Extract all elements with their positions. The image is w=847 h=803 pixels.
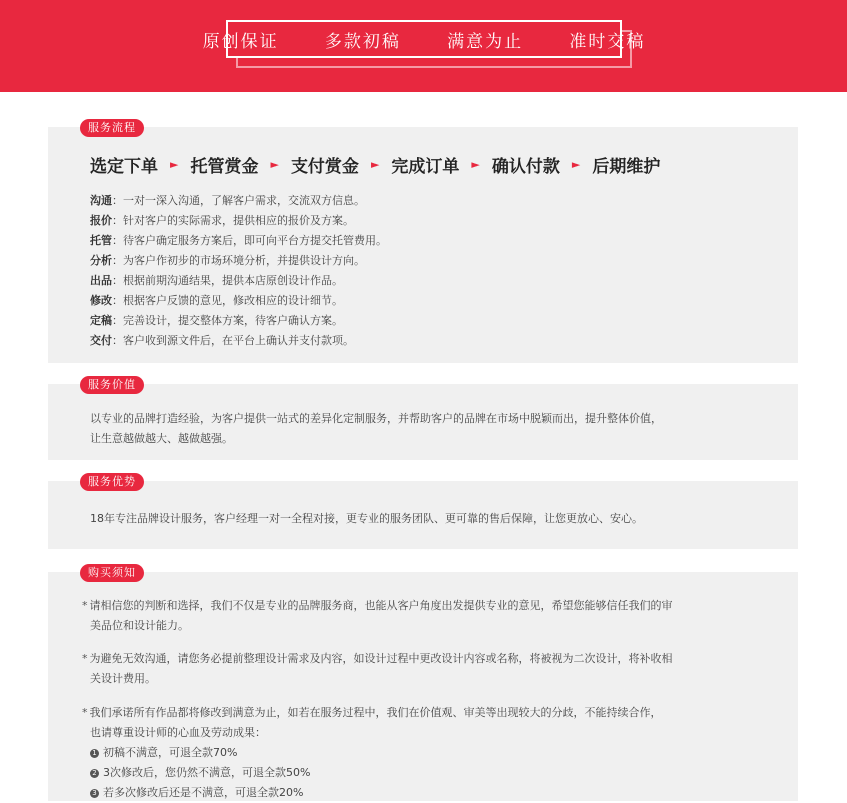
arrow-icon: ► xyxy=(370,158,380,171)
process-detail-list xyxy=(90,191,387,351)
list-item: 报价：针对客户的实际需求，提供相应的报价及方案。 xyxy=(90,214,354,227)
step-escrow-reward: 托管赏金 xyxy=(190,157,259,177)
process-steps xyxy=(90,152,660,177)
header-banner xyxy=(0,0,847,92)
number-badge-icon: 1 xyxy=(90,749,99,758)
list-item: 交付：客户收到源文件后，在平台上确认并支付款项。 xyxy=(90,334,354,347)
number-badge-icon: 3 xyxy=(90,789,99,798)
service-process-tag: 服务流程 xyxy=(80,119,144,137)
refund-item: 2 3次修改后，您仍然不满意，可退全款50% xyxy=(82,763,772,783)
service-value-text: 以专业的品牌打造经验，为客户提供一站式的差异化定制服务，并帮助客户的品牌在市场中脱颖而出，提升整体价值， 让生意越做越大、越做越强。 xyxy=(90,412,662,445)
service-process-panel xyxy=(48,121,798,363)
notice-item: * 请相信您的判断和选择，我们不仅是专业的品牌服务商，也能从客户角度出发提供专业的意见，希望您能够信任我们的审 美品位和设计能力。 xyxy=(82,599,673,632)
banner-frame xyxy=(202,20,646,58)
step-pay-reward: 支付赏金 xyxy=(290,157,359,177)
service-advantage-tag: 服务优势 xyxy=(80,473,144,491)
list-item: 沟通：一对一深入沟通，了解客户需求，交流双方信息。 xyxy=(90,194,365,207)
notice-item: * 为避免无效沟通，请您务必提前整理设计需求及内容，如设计过程中更改设计内容或名称，将被视为二次设计，将补收相 关设计费用。 xyxy=(82,652,673,685)
step-maintenance: 后期维护 xyxy=(592,157,661,177)
service-advantage-panel xyxy=(48,475,798,549)
step-complete-order: 完成订单 xyxy=(391,157,460,177)
arrow-icon: ► xyxy=(571,158,581,171)
purchase-notice-panel xyxy=(48,566,798,801)
star-icon: * xyxy=(82,652,88,665)
arrow-icon: ► xyxy=(170,158,179,171)
notice-item: * 我们承诺所有作品都将修改到满意为止，如若在服务过程中，我们在价值观、审美等出现较大的分歧，不能持续合作， 也请尊重设计师的心血及劳动成果： 1 初稿不满意，可退全款70% 2 3次修改后，您仍然不满意，可退全款50% 3 若多次修改后还是不满意，可退全款20% xyxy=(82,703,772,803)
list-item: 分析：为客户作初步的市场环境分析，并提供设计方向。 xyxy=(90,254,365,267)
list-item: 修改：根据客户反馈的意见，修改相应的设计细节。 xyxy=(90,294,343,307)
list-item: 定稿：完善设计，提交整体方案，待客户确认方案。 xyxy=(90,314,343,327)
refund-item: 1 初稿不满意，可退全款70% xyxy=(82,743,772,763)
arrow-icon: ► xyxy=(471,158,480,171)
service-value-tag: 服务价值 xyxy=(80,376,144,394)
step-select-order: 选定下单 xyxy=(90,157,158,177)
banner-slogan: 原创保证 多款初稿 满意为止 准时交稿 xyxy=(202,31,646,52)
number-badge-icon: 2 xyxy=(90,769,99,778)
list-item: 托管：待客户确定服务方案后，即可向平台方提交托管费用。 xyxy=(90,234,387,247)
service-advantage-text: 18年专注品牌设计服务，客户经理一对一全程对接，更专业的服务团队、更可靠的售后保障，让您更放心、安心。 xyxy=(90,512,643,525)
arrow-icon: ► xyxy=(270,158,279,171)
refund-item: 3 若多次修改后还是不满意，可退全款20% xyxy=(82,783,772,803)
star-icon: * xyxy=(82,706,88,719)
list-item: 出品：根据前期沟通结果，提供本店原创设计作品。 xyxy=(90,274,343,287)
star-icon: * xyxy=(82,599,88,612)
service-value-panel xyxy=(48,378,798,460)
purchase-notice-tag: 购买须知 xyxy=(80,564,144,582)
step-confirm-payment: 确认付款 xyxy=(491,157,560,177)
